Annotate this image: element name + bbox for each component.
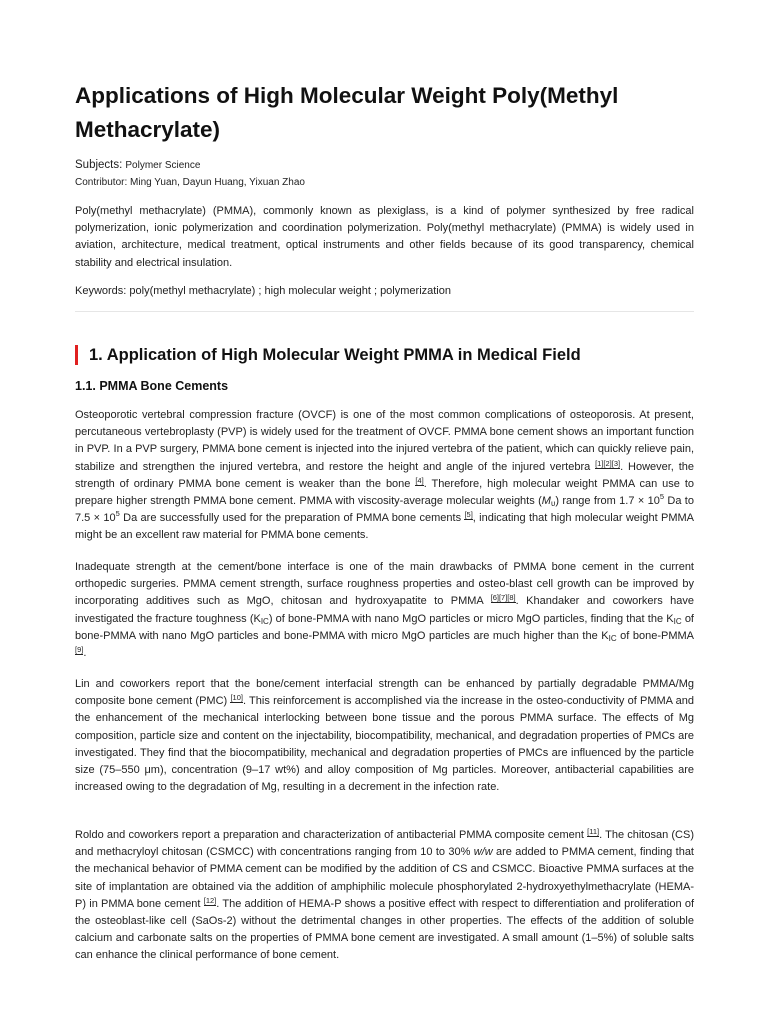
section-heading: 1. Application of High Molecular Weight PMMA in Medical Field [75,345,581,365]
contributor-line: Contributor: Ming Yuan, Dayun Huang, Yixuan Zhao [75,177,305,188]
paragraph-1: Osteoporotic vertebral compression fracture (OVCF) is one of the most common complications of osteoporosis. At present, percutaneous vertebroplasty (PVP) is widely used for the treatment of OVCF. PMMA bone cement shows an important function in PVP. In a PVP surgery, PMMA bone cement is injected into the injured vertebra of the patient, which can quickly relieve pain, stabilize and strengthen the injured vertebra, and restore the height and angle of the injured vertebra [1][2][3]. However, the strength of ordinary PMMA bone cement is weaker than the bone [4]. Therefore, high molecular weight PMMA can use to prepare higher strength PMMA bone cement. PMMA with viscosity-average molecular weights $(M_\upsilon)$ range from $1.7 \times 10^5$ Da to $7.5 \times 10^5$ Da are successfully used for the preparation of PMMA bone cements [5], indicating that high molecular weight PMMA might be an excellent raw material for PMMA bone cements. [75,409,694,542]
citation-link[interactable]: [10] [230,693,243,703]
subjects-line [75,157,200,174]
paragraph-2: Inadequate strength at the cement/bone interface is one of the main drawbacks of PMMA bone cement in the current orthopedic surgeries. PMMA cement strength, surface roughness properties and osteo-blast cell growth can be improved by incorporating additives such as MgO, chitosan and hydroxyapatite to PMMA [6][7][8]. Khandaker and coworkers have investigated the fracture toughness $(K_{IC})$ of bone-PMMA with nano MgO particles or micro MgO particles, finding that the $K_{IC}$ of bone-PMMA with nano MgO particles and bone-PMMA with micro MgO particles are much higher than the $K_{IC}$ of bone-PMMA [9]. [75,561,695,660]
paragraph-3: Lin and coworkers report that the bone/cement interfacial strength can be enhanced by partially degradable PMMA/Mg composite bone cement (PMC) [10]. This reinforcement is accomplished via the increase in the osteo-conductivity of PMMA and the enhancement of the mechanical interlocking between bone tissue and the porous PMMA surface. The effects of Mg composition, particle size and content on the injectability, biocompatibility, mechanical, and degradation properties of PMCs are investigated. They find that the biocompatibility, mechanical and degradation properties of PMCs are influenced by the particle size (75–550 μm), concentration (9–17 wt%) and alloy composition of Mg particles. Moreover, antibacterial capabilities are increased owing to the degradation of Mg, resulting in a decrement in the infection rate. [75,678,694,794]
citation-link[interactable]: [9] [75,645,84,655]
paragraph-4: Roldo and coworkers report a preparation and characterization of antibacterial PMMA composite cement [11]. The chitosan (CS) and methacryloyl chitosan (CSMCC) with concentrations ranging from 10 to 30% w/w are added to PMMA cement, finding that the mechanical behavior of PMMA cement can be modified by the addition of CS and CSMCC. Bioactive PMMA surfaces at the site of implantation are obtained via the addition of amphiphilic molecule phosphorylated 2-hydroxyethylmethacrylate (HEMA-P) in PMMA bone cement [12]. The addition of HEMA-P shows a positive effect with respect to differentiation and proliferation of the osteoblast-like cell (SaOs-2) without the detrimental changes in other properties. The effects of the addition of soluble calcium and carbonate salts on the properties of PMMA bone cement are investigated. A small amount (1–5%) of soluble salts can enhance the clinical performance of bone cement. [75,827,694,962]
citation-link[interactable]: [1][2][3] [595,458,621,468]
citation-link[interactable]: [5] [464,510,473,520]
citation-link[interactable]: [4] [415,475,424,485]
subsection-heading: 1.1. PMMA Bone Cements [75,379,229,393]
citation-link[interactable]: [11] [587,827,600,836]
abstract: Poly(methyl methacrylate) (PMMA), commonly known as plexiglass, is a kind of polymer synthesized by free radical polymerization, ionic polymerization and coordination polymerization. Poly(methyl methacrylate) (PMMA) is widely used in aviation, architecture, medical treatment, optical instruments and other fields because of its good transparency, chemical stability and electrical insulation. [75,205,694,269]
keywords: Keywords: poly(methyl methacrylate) ; high molecular weight ; polymerization [75,285,451,297]
citation-link[interactable]: [6][7][8] [490,593,516,603]
subject-link[interactable]: Polymer Science [125,160,201,171]
citation-link[interactable]: [12] [203,895,217,905]
divider [75,311,694,312]
subjects-label: Subjects: [75,159,123,171]
page-title: Applications of High Molecular Weight Poly(Methyl Methacrylate) [75,83,619,142]
